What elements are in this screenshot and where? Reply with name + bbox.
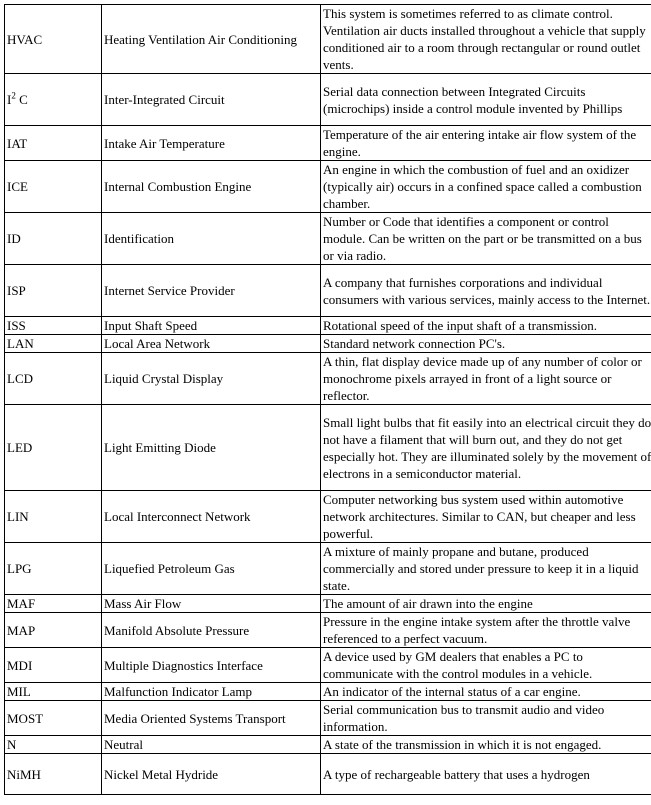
description-cell: The amount of air drawn into the engine	[321, 595, 651, 613]
description-cell: Standard network connection PC's.	[321, 335, 651, 353]
abbreviation-tail: C	[15, 92, 28, 107]
description-cell: A thin, flat display device made up of any number of color or monochrome pixels arrayed in front of a light source or reflector.	[321, 353, 651, 405]
abbreviation-cell: MAF	[5, 595, 102, 613]
abbreviation-cell: MDI	[5, 648, 102, 683]
table-row	[5, 213, 651, 265]
term-name-cell: Local Area Network	[102, 335, 321, 353]
abbreviation-cell: ICE	[5, 161, 102, 213]
table-row	[5, 613, 651, 648]
glossary-page	[4, 4, 651, 795]
table-row	[5, 648, 651, 683]
term-name-cell: Nickel Metal Hydride	[102, 754, 321, 795]
term-name-cell: Input Shaft Speed	[102, 317, 321, 335]
description-cell: An indicator of the internal status of a car engine.	[321, 683, 651, 701]
term-name-cell: Liquid Crystal Display	[102, 353, 321, 405]
table-row	[5, 5, 651, 74]
table-row	[5, 161, 651, 213]
term-name-cell: Neutral	[102, 736, 321, 754]
term-name-cell: Internal Combustion Engine	[102, 161, 321, 213]
abbreviation-cell: MIL	[5, 683, 102, 701]
table-row	[5, 595, 651, 613]
table-row	[5, 701, 651, 736]
description-cell: This system is sometimes referred to as climate control. Ventilation air ducts installed throughout a vehicle that supply conditioned air to a room through rectangular or round outlet vents.	[321, 5, 651, 74]
table-row	[5, 335, 651, 353]
table-row	[5, 683, 651, 701]
abbreviation-cell: LIN	[5, 491, 102, 543]
description-cell: Rotational speed of the input shaft of a transmission.	[321, 317, 651, 335]
table-row	[5, 74, 651, 126]
term-name-cell: Malfunction Indicator Lamp	[102, 683, 321, 701]
table-row	[5, 736, 651, 754]
description-cell: A device used by GM dealers that enables a PC to communicate with the control modules in a vehicle.	[321, 648, 651, 683]
abbreviation-cell: MAP	[5, 613, 102, 648]
table-row	[5, 265, 651, 317]
abbreviation-cell: LPG	[5, 543, 102, 595]
glossary-table	[4, 4, 651, 795]
term-name-cell: Internet Service Provider	[102, 265, 321, 317]
table-row	[5, 317, 651, 335]
abbreviation-cell: N	[5, 736, 102, 754]
description-cell: A company that furnishes corporations and individual consumers with various services, mainly access to the Internet.	[321, 265, 651, 317]
description-cell: Serial data connection between Integrated Circuits (microchips) inside a control module invented by Phillips	[321, 74, 651, 126]
table-row	[5, 353, 651, 405]
term-name-cell: Identification	[102, 213, 321, 265]
table-row	[5, 126, 651, 161]
table-row	[5, 754, 651, 795]
description-cell: Serial communication bus to transmit audio and video information.	[321, 701, 651, 736]
description-cell: Small light bulbs that fit easily into an electrical circuit they do not have a filament that will burn out, and they do not get especially hot. They are illuminated solely by the movement of electrons in a semiconductor material.	[321, 405, 651, 491]
description-cell: A mixture of mainly propane and butane, produced commercially and stored under pressure to keep it in a liquid state.	[321, 543, 651, 595]
term-name-cell: Multiple Diagnostics Interface	[102, 648, 321, 683]
abbreviation-cell	[5, 74, 102, 126]
description-cell: Temperature of the air entering intake air flow system of the engine.	[321, 126, 651, 161]
description-cell: A type of rechargeable battery that uses a hydrogen	[321, 754, 651, 795]
term-name-cell: Heating Ventilation Air Conditioning	[102, 5, 321, 74]
abbreviation-cell: NiMH	[5, 754, 102, 795]
abbreviation-cell: ISP	[5, 265, 102, 317]
abbreviation-cell: ID	[5, 213, 102, 265]
table-row	[5, 491, 651, 543]
abbreviation-superscript: 2	[11, 90, 16, 101]
description-cell: A state of the transmission in which it is not engaged.	[321, 736, 651, 754]
term-name-cell: Manifold Absolute Pressure	[102, 613, 321, 648]
abbreviation-cell: MOST	[5, 701, 102, 736]
term-name-cell: Intake Air Temperature	[102, 126, 321, 161]
abbreviation-cell: LED	[5, 405, 102, 491]
description-cell: Pressure in the engine intake system after the throttle valve referenced to a perfect vacuum.	[321, 613, 651, 648]
table-row	[5, 405, 651, 491]
table-row	[5, 543, 651, 595]
abbreviation-main: I	[7, 92, 12, 107]
abbreviation-cell: ISS	[5, 317, 102, 335]
abbreviation-cell: IAT	[5, 126, 102, 161]
description-cell: Computer networking bus system used within automotive network architectures. Similar to CAN, but cheaper and less powerful.	[321, 491, 651, 543]
term-name-cell: Liquefied Petroleum Gas	[102, 543, 321, 595]
description-cell: An engine in which the combustion of fuel and an oxidizer (typically air) occurs in a confined space called a combustion chamber.	[321, 161, 651, 213]
term-name-cell: Light Emitting Diode	[102, 405, 321, 491]
abbreviation-cell: LCD	[5, 353, 102, 405]
term-name-cell: Local Interconnect Network	[102, 491, 321, 543]
description-cell: Number or Code that identifies a component or control module. Can be written on the part or be transmitted on a bus or via radio.	[321, 213, 651, 265]
abbreviation-cell: LAN	[5, 335, 102, 353]
abbreviation-cell: HVAC	[5, 5, 102, 74]
term-name-cell: Media Oriented Systems Transport	[102, 701, 321, 736]
term-name-cell: Inter-Integrated Circuit	[102, 74, 321, 126]
term-name-cell: Mass Air Flow	[102, 595, 321, 613]
